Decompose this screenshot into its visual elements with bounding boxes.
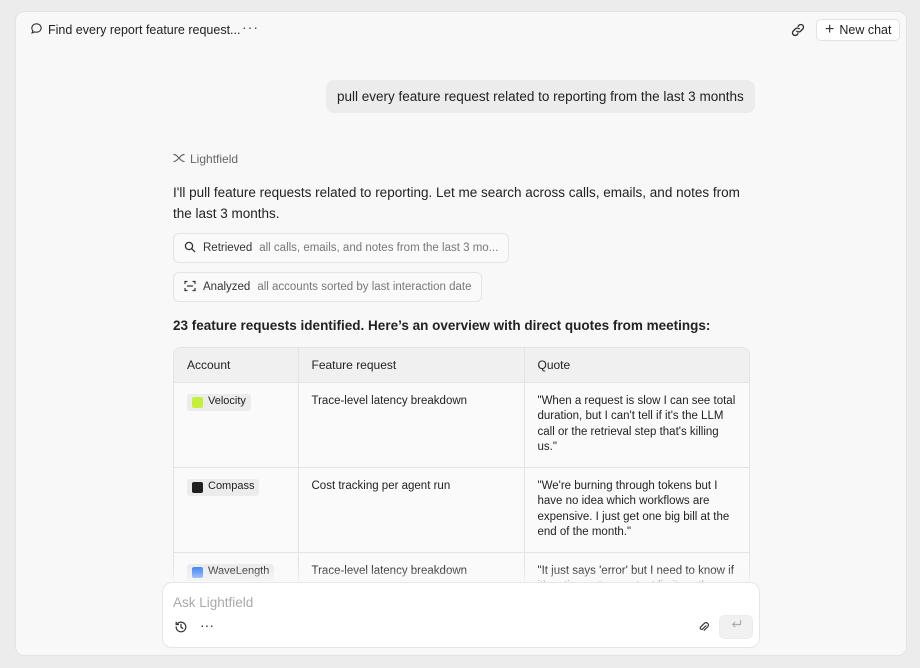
attach-icon[interactable]: [695, 619, 711, 635]
top-bar: [16, 12, 906, 50]
link-icon[interactable]: [790, 22, 806, 38]
account-chip-wavelength[interactable]: [187, 564, 274, 581]
feature-request-cell: Trace-level latency breakdown: [298, 382, 524, 467]
quote-cell: "It just says 'error' but I need to know if: [524, 552, 750, 587]
new-chat-button[interactable]: [816, 19, 900, 41]
assistant-intro: I'll pull feature requests related to reporting. Let me search across calls, emails, and notes from the last 3 months.: [173, 185, 740, 221]
send-button[interactable]: [719, 615, 753, 639]
brand-name: Lightfield: [190, 152, 239, 166]
scan-icon: [184, 280, 196, 295]
enter-icon: [730, 618, 743, 636]
new-chat-label: New chat: [839, 23, 892, 37]
assistant-message: [173, 152, 753, 333]
table-row: [174, 467, 750, 552]
summary-text: 23 feature requests identified. Here’s an overview with direct quotes from meetings:: [173, 318, 711, 333]
account-chip-velocity[interactable]: [187, 394, 251, 411]
column-header-feature-request: Feature request: [298, 348, 524, 382]
quote-cell: "When a request is slow I can see total duration, but I can't tell if it's the LLM call or the retrieval step that's killing us.": [524, 382, 750, 467]
column-header-account: Account: [174, 348, 298, 382]
tool-detail: all accounts sorted by last interaction date: [257, 281, 472, 293]
feature-request-cell: Cost tracking per agent run: [298, 467, 524, 552]
composer: [162, 582, 760, 648]
more-options-icon[interactable]: ···: [200, 617, 214, 633]
tool-label: Analyzed: [203, 281, 251, 293]
assistant-brand: [173, 152, 753, 166]
velocity-logo-icon: [192, 397, 203, 408]
user-message: pull every feature request related to reporting from the last 3 months: [326, 80, 755, 113]
account-name: WaveLength: [208, 565, 270, 578]
table-header-row: [174, 348, 750, 382]
plus-icon: +: [825, 21, 835, 38]
account-cell: [174, 382, 298, 467]
quote-cell: "We're burning through tokens but I have no idea which workflows are expensive. I just get one big bill at the end of the month.": [524, 467, 750, 552]
wavelength-logo-icon: [192, 567, 203, 578]
tool-call-retrieved[interactable]: [173, 233, 509, 263]
tool-label: Retrieved: [203, 242, 253, 254]
account-name: Compass: [208, 480, 255, 493]
feature-requests-table: [173, 347, 750, 587]
history-icon[interactable]: [173, 619, 189, 635]
tool-call-analyzed[interactable]: [173, 272, 482, 302]
lightfield-logo-icon: [173, 152, 185, 167]
column-header-quote: Quote: [524, 348, 750, 382]
search-icon: [184, 241, 196, 256]
chat-title-text: Find every report feature request...: [48, 23, 241, 37]
compass-logo-icon: [192, 482, 203, 493]
chat-window: [16, 12, 906, 655]
feature-request-cell: Trace-level latency breakdown: [298, 552, 524, 587]
chat-bubble-icon: [30, 22, 43, 38]
chat-title-button[interactable]: [30, 22, 240, 38]
account-name: Velocity: [208, 395, 246, 408]
tool-detail: all calls, emails, and notes from the last 3 mo...: [259, 242, 499, 254]
message-input[interactable]: [173, 591, 733, 613]
table-row: [174, 382, 750, 467]
more-options-icon[interactable]: ···: [242, 19, 259, 35]
account-cell: [174, 467, 298, 552]
account-chip-compass[interactable]: [187, 479, 259, 496]
